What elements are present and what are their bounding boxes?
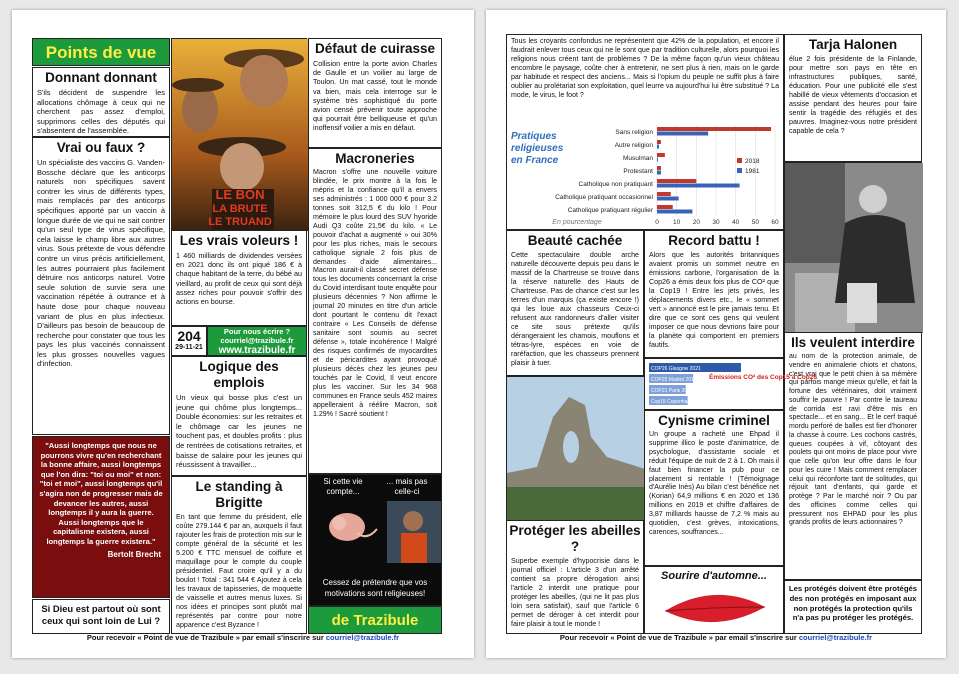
article-body: Macron s'offre une nouvelle voiture blindée, le prix montre à la fois le mépris et la confiance qu'il a envers ses administrés : 1 000 000 € pour 3.2 tonnes soit 312,5 € du kilo ! Pour mémoire le plus lourd des SUV hyoride Audi Q3 coûte 21,5€ du kilo. « Le pouvoir d'achat a augmenté » oui 30% pour les plus riches, mais le secours catholique signale 2 fois plus de demandes d'aide alimentaires... Macron aurait-il classé secret défense tous les documents concernant la crise du Covid interdisant toute enquête pour plusieurs décennies ? Non affirme le journal 20 minutes en titre d'un article dont pourtant le contenu dit l'exact contraire « Les Conseils de défense sanitaire sont soumis au secret défense », totale incohérence ! Malgré des risques confirmés de myocardites et de péricardites ayant provoqué plusieurs décès chez les jeunes peu touchés par le Covid, Il veut encore plus les vacciner. Sur les 34 968 communes en France seuls 452 maires appelleraient à réélire Macron, soit 1.29% ! Sacré soutient !	[313, 169, 437, 418]
article-title: Vrai ou faux ?	[56, 140, 146, 155]
article-title: Le standing à Brigitte	[195, 479, 283, 510]
article-body: Superbe exemple d'hypocrisie dans le journal officiel : L'article 3 d'un arrêté contient sa propre dérogation ainsi l'article 2 interdit une pratique pour protéger les abeilles, (qui ne lit pas plus loin sera satisfait), sauf que l'article 6 permet de déroger à cet interdit pour faire plaisir à tout le monde !	[511, 557, 639, 628]
footer: Pour recevoir « Point de vue de Trazibule » par email s'inscrire sur courriel@trazibule.fr	[86, 633, 400, 642]
article-body: Un spécialiste des vaccins G. Vanden-Bossche déclare que les anticorps naturels non spécifiques savent contrer les virus de différents types, mais remplacés par des anticorps spécifiques apporté par un vaccin à longue durée de vie qui ne sait contrer qu'un seul type de virus spécifique, cela laisse le champ libre aux autres virus. Sous prétexte de vous défendre contre un virus précis artificiellement, les autres pourraient plus facilement détruire nos anticorps naturel. Votre seule solution de survie sera une vaccination répétée à outrance et à haute dose pour chaque nouveau variant de plus en plus infectieux. D'ailleurs pas besoin de beaucoup de recherche pour constater que tous les pays les plus vaccinés connaissent les plus grosses nouvelles vagues d'infection.	[37, 158, 165, 369]
article-title: Les vrais voleurs !	[179, 233, 299, 248]
chart-title-2: religieuses	[511, 143, 564, 154]
article-cuirasse	[308, 38, 442, 148]
article-voleurs	[171, 230, 307, 326]
article-body: Alors que les autorités britanniques avaient promis un sommet neutre en émissions carbone, l'organisation de la Cop26 a émis deux fois plus de CO² que la Cop19 ! Entre les jets privés, les déplacements divers etc., le « sommet vert » annoncé est le pire jamais tenu. Et dire que ce sont ces gens qui veulent imposer ce que nous devrions faire pour la planète qui comportent en premiers fautifs.	[649, 251, 779, 349]
article-body: au nom de la protection animale, de vendre en animalerie chiots et chatons, c'est vrai que le petit chien à sa mémère qui parfois mange mieux qu'elle, et fait la fortune des vétérinaires, doit vraiment souffrir le pauvre ! Par contre le taureau de corrida est ravi d'être mis en spectacle... et en sang... Et le cerf traqué mordu perforé de balles est fier d'honorer la chasse à courre. Les cochons castrés, queues coupées à vif, côtoyant des poulets qui ont moins de place pour vivre que celle qu'on leur offre dans le four pour les cuire ! Mais comment remplacer celui qui réconforte tant de solitudes, qui réjouit tant d'enfants, qui garde et protège ? Par le marché noir ? Ou par des officines comme celles qui pressurent nos EHPAD pour les plus grands profits de leurs actionnaires ?	[789, 353, 917, 527]
article-title: Macroneries	[335, 151, 415, 166]
movie-poster	[171, 38, 307, 230]
article-title: Ils veulent interdire	[791, 335, 915, 350]
article-vrai-faux	[32, 137, 170, 435]
cop-label: COP25 Madrid 2019	[651, 377, 697, 383]
sourire-title: Sourire d'automne...	[661, 570, 767, 582]
cop-caption: Émissions CO² des Cop15 à Cop26	[708, 374, 818, 381]
chart-xtick: 60	[771, 219, 779, 226]
legend-label: 2018	[745, 158, 760, 165]
issue-number: 204 29-11-21	[171, 326, 207, 356]
article-title: Tarja Halonen	[808, 37, 898, 52]
legend-label: 1981	[745, 168, 760, 175]
chart-category-label: Sans religion	[615, 129, 653, 136]
arch-photo	[506, 376, 644, 520]
article-title: Protéger les abeilles ?	[509, 523, 641, 554]
chart-bar-2018	[657, 166, 661, 170]
intro-and-chart	[506, 34, 784, 230]
chart-bar-1981	[657, 171, 661, 175]
article-title: Défaut de cuirasse	[314, 41, 436, 56]
chart-bar-1981	[657, 184, 740, 188]
cop-label: COP26 Glasgow 2021	[651, 366, 701, 372]
footer-email[interactable]: courriel@trazibule.fr	[798, 633, 873, 642]
poster-title-1: LE BON	[215, 187, 265, 202]
article-abeilles	[506, 520, 644, 634]
right-page	[486, 10, 946, 658]
chart-title-3: en France	[511, 155, 559, 166]
arch-image	[507, 377, 645, 521]
chart-bar-2018	[657, 153, 665, 157]
chart-xlabel: En pourcentage	[552, 219, 602, 226]
religion-chart	[507, 119, 785, 231]
article-body: Un groupe a racheté une Ehpad il supprime illico le poste d'animatrice, de psychologue, d'assistante sociale et réduit l'équipe de nuit de 2 à 1. Oh mais il faut bien financer la pub pour ce placement si rentable ! (Témoignage d'Aurélie Inès) Au bilan c'est bénéfice net (Korian) 64,9 millions € en 2020 et 136 millions en 2019 et chiffre d'affaires de 3,87 milliards hausse de 7,2 % mais au quotidien, c'est grèves, intoxications, carences, souffrances...	[649, 431, 779, 536]
chart-bar-1981	[657, 210, 692, 214]
poster-title-2: LA BRUTE	[212, 203, 268, 215]
cop-emissions-chart	[645, 359, 818, 411]
chart-xtick: 20	[692, 219, 700, 226]
article-title: Beauté cachée	[527, 233, 623, 248]
sourire-box	[644, 566, 784, 634]
cop-label: COP21 Paris 2015	[651, 388, 693, 394]
chart-xtick: 30	[712, 219, 720, 226]
leaf-image	[645, 585, 785, 633]
article-interdire	[784, 332, 922, 580]
article-proteges: Les protégés doivent être protégés des non protégés en imposant aux non protégés la protection qu'ils n'a pas pu protéger les protégés.	[784, 580, 922, 634]
chart-category-label: Catholique pratiquant occasionnel	[555, 194, 653, 201]
article-body: En tant que femme du président, elle coûte 279.144 € par an, auxquels il faut rajouter les frais de protection mis sur le compte général de la sécurité et les 5.200 € TTC mensuel de coiffure et maquillage pour le compte du couple présidentiel. Faut croire qu'il y a du boulot ! Total : 341 544 € Ajoutez à cela les travaux de tapisseries, de moquette de vaisselle et autres menus luxes. Si nos idées et principes sont plutôt mal représentés par contre pour notre apparence c'est Byzance !	[176, 513, 302, 629]
article-cynisme	[644, 410, 784, 566]
article-title: Record battu !	[668, 233, 760, 248]
cop-label: Cop15 Copenhague 2009	[651, 399, 709, 405]
article-brigitte	[171, 476, 307, 634]
article-body: S'ils décident de suspendre les allocations chômage à ceux qui ne cherchent pas assez d'emploi, supprimons celles des députés qui s'absentent de l'assemblée.	[37, 88, 165, 136]
chart-category-label: Catholique pratiquant régulier	[567, 207, 653, 214]
article-body: Un vieux qui bosse plus c'est un jeune qui chôme plus longtemps... Double économies: sur les retraites et le chômage car les jeunes ne touchent pas, et doubles profits : plus de rentrées de cotisations retraites, et baisse de salaire pour les jeunes qui réussissent à travailler...	[176, 393, 302, 470]
footer: Pour recevoir « Point de vue de Trazibule » par email s'inscrire sur courriel@trazibule.fr	[559, 633, 873, 642]
article-dieu: Si Dieu est partout où sont ceux qui sont loin de Lui ?	[32, 599, 170, 634]
chart-bar-2018	[657, 192, 671, 196]
article-record	[644, 230, 784, 358]
article-title: Cynisme criminel	[658, 413, 770, 428]
chart-bar-2018	[657, 140, 661, 144]
masthead-bottom: de Trazibule	[308, 606, 442, 634]
chart-bar-2018	[657, 179, 696, 183]
intro-text: Tous les croyants confondus ne représentent que 42% de la population, et encore il faudrait enlever tous ceux qui ne le sont que par tradition culturelle, alors pourquoi les religions nous créent tant de problèmes ? De la même façon qu'un vieux château encombre le paysage, coûte cher à entretenir, ne sert plus à rien, mais on le garde par habitude et respect des anciens... Mais si l'opium du peuple ne suffit plus à faire oublier au prolétariat son exploitation, quel leurre va aujourd'hui lui être substitué ? La mode, le virus, le foot ?	[511, 38, 779, 99]
article-body: 1 460 milliards de dividendes versées en 2021 donc ils ont piqué 186 € à chaque habitant de la terre, du bébé au vieillard, au profit de ceux qui sont déjà assez riches pour pouvoir s'offrir des actions en bourse.	[176, 251, 302, 307]
article-body: Cette spectaculaire double arche naturelle découverte depuis peu dans le massif de la Chartreuse se trouve dans la réserve naturelle des Hauts de Chartreuse. Pas de chance c'est sur les terres d'un marquis (ça existe encore !) qui les loue aux chasseurs Ceux-ci refusent aux randonneurs d'aller visiter ce site sous prétexte qu'ils dérangeraient les chamois, mouflons et tétras-lyre, espèces en voie de raréfaction, que les chasseurs prennent plaisir à tuer.	[511, 251, 639, 367]
chart-bar-1981	[657, 158, 658, 162]
article-tarja	[784, 34, 922, 162]
chart-category-label: Musulman	[623, 155, 653, 162]
quote-brecht	[32, 436, 170, 598]
chart-category-label: Protestant	[623, 168, 653, 175]
article-emplois	[171, 356, 307, 476]
chart-title-1: Pratiques	[511, 131, 557, 142]
article-macroneries	[308, 148, 442, 474]
chart-xtick: 10	[673, 219, 681, 226]
article-title: Logique des emplois	[199, 359, 279, 390]
chart-bar-2018	[657, 127, 771, 131]
quote-text: "Aussi longtemps que nous ne pourrons vivre qu'en recherchant la bonne affaire, aussi longtemps que l'on dira: "toi ou moi" et non: "toi et moi", aussi longtemps qu'il s'agira non de progresser mais de devancer les autres, aussi longtemps il y aura la guerre. Aussi longtemps que le capitalisme existera, aussi longtemps la guerre existera."	[39, 441, 163, 546]
masthead: Points de vue	[32, 38, 170, 66]
legend-swatch-1981	[737, 168, 742, 173]
chart-xtick: 50	[751, 219, 759, 226]
chart-category-label: Catholique non pratiquant	[578, 181, 653, 188]
article-donnant	[32, 67, 170, 137]
chart-category-label: Autre religion	[614, 142, 653, 149]
contact-box: Pour nous écrire ? courriel@trazibule.fr www.trazibule.fr	[207, 326, 307, 356]
article-title: Donnant donnant	[45, 70, 157, 85]
chart-xtick: 40	[732, 219, 740, 226]
legend-swatch-2018	[737, 158, 742, 163]
embryo-ad: Si cette vie compte... ... mais pas celle-ci Cessez de prétendre que vos motivations sont religieuses!	[308, 474, 442, 606]
footer-email[interactable]: courriel@trazibule.fr	[325, 633, 400, 642]
site-link[interactable]: www.trazibule.fr	[218, 345, 296, 356]
article-beaute	[506, 230, 644, 376]
contact-email[interactable]: courriel@trazibule.fr	[220, 336, 294, 345]
left-page	[12, 10, 474, 658]
poster-illustration	[172, 39, 308, 231]
chart-bar-1981	[657, 145, 659, 149]
quote-author: Bertolt Brecht	[107, 549, 161, 559]
cop-chart	[644, 358, 818, 410]
poster-title-3: LE TRUAND	[208, 216, 272, 228]
article-body: élue 2 fois présidente de la Finlande, pour mettre son pays en tête en infrastructures publiques, santé, éducation. Pour une publicité elle s'est habillé de vieux vêtements d'occasion et assise pendant des heures pour faire sentir la tragédie des réfugiés et des pauvres. Imaginez-vous notre président capable de cela ?	[789, 55, 917, 135]
tarja-photo	[784, 162, 922, 332]
article-body: Collision entre la porte avion Charles de Gaulle et un voilier au large de Toulon. Un mat cassé, tout le monde va bien, mais cela interroge sur le système très sophistiqué du porte avion censé prévenir toute approche qui pourrait être belliqueuse et qu'un inoffensif voilier a mis en défaut.	[313, 59, 437, 133]
chart-bar-1981	[657, 197, 679, 201]
chart-bar-1981	[657, 132, 708, 136]
chart-bar-2018	[657, 205, 673, 209]
tarja-image	[785, 163, 923, 333]
chart-xtick: 0	[655, 219, 659, 226]
